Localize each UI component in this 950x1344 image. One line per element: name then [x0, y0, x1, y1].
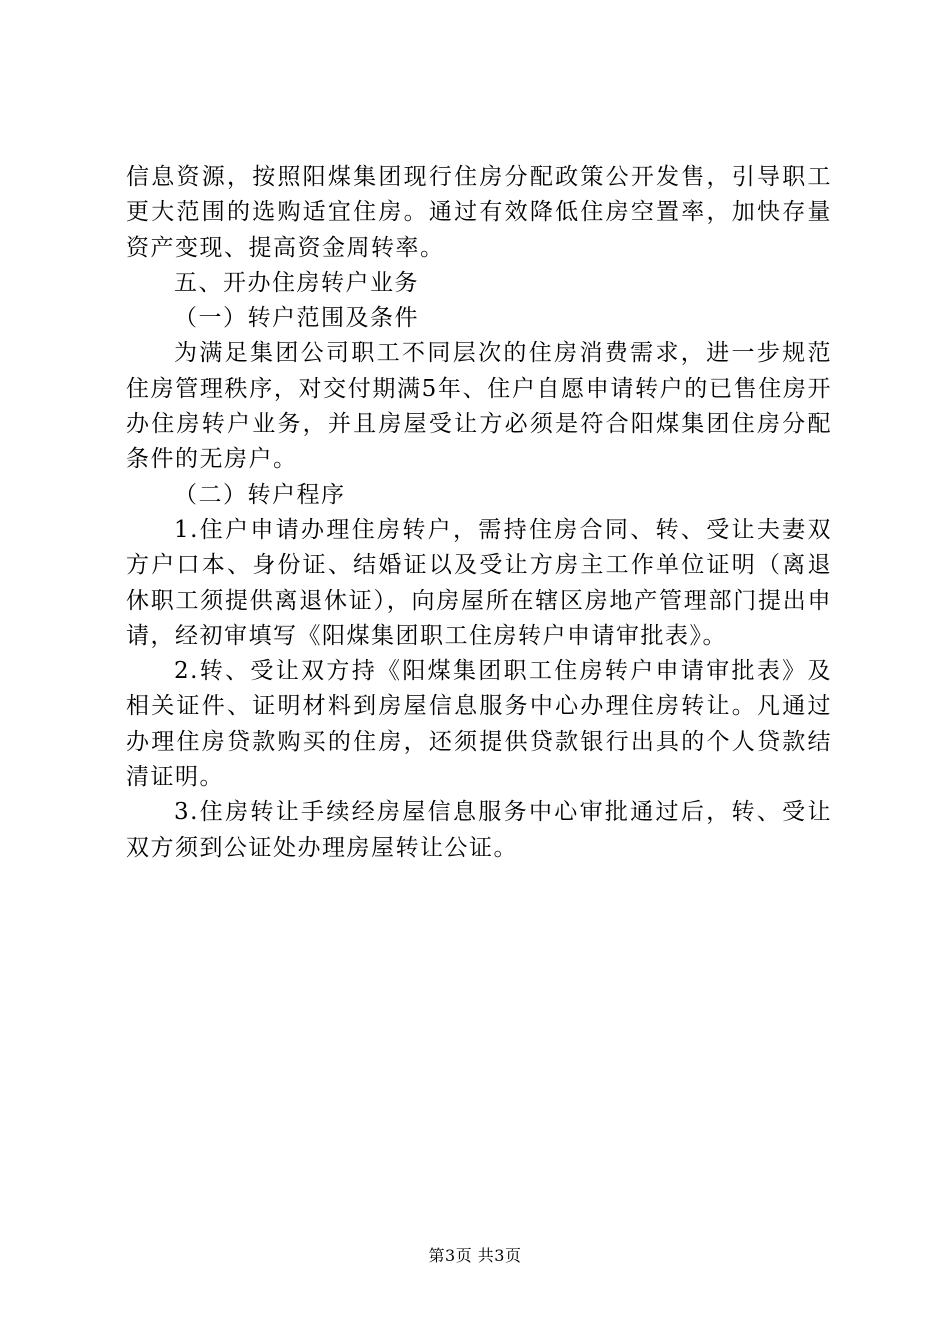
paragraph-step-2: 2.转、受让双方持《阳煤集团职工住房转户申请审批表》及相关证件、证明材料到房屋信息服务中心办理住房转让。凡通过办理住房贷款购买的住房，还须提供贷款银行出具的个人贷款结清证明。: [126, 658, 832, 791]
page-footer: 第3页 共3页: [428, 1246, 522, 1265]
subsection-heading-2: （二）转户程序: [174, 481, 346, 508]
paragraph-continued: 信息资源，按照阳煤集团现行住房分配政策公开发售，引导职工更大范围的选购适宜住房。通过有效降低住房空置率，加快存量资产变现、提高资金周转率。: [126, 164, 832, 261]
paragraph-step-3: 3.住房转让手续经房屋信息服务中心审批通过后，转、受让双方须到公证处办理房屋转让公证。: [126, 799, 832, 861]
document-body: [126, 160, 832, 866]
paragraph-step-1: 1.住户申请办理住房转户，需持住房合同、转、受让夫妻双方户口本、身份证、结婚证以及受让方房主工作单位证明（离退休职工须提供离退休证），向房屋所在辖区房地产管理部门提出申请，经初审填写《阳煤集团职工住房转户申请审批表》。: [126, 516, 832, 649]
section-heading-5: 五、开办住房转户业务: [174, 269, 419, 296]
paragraph-scope: 为满足集团公司职工不同层次的住房消费需求，进一步规范住房管理秩序，对交付期满5年、住户自愿申请转户的已售住房开办住房转户业务，并且房屋受让方必须是符合阳煤集团住房分配条件的无房户。: [126, 340, 832, 473]
subsection-heading-1: （一）转户范围及条件: [174, 305, 419, 332]
